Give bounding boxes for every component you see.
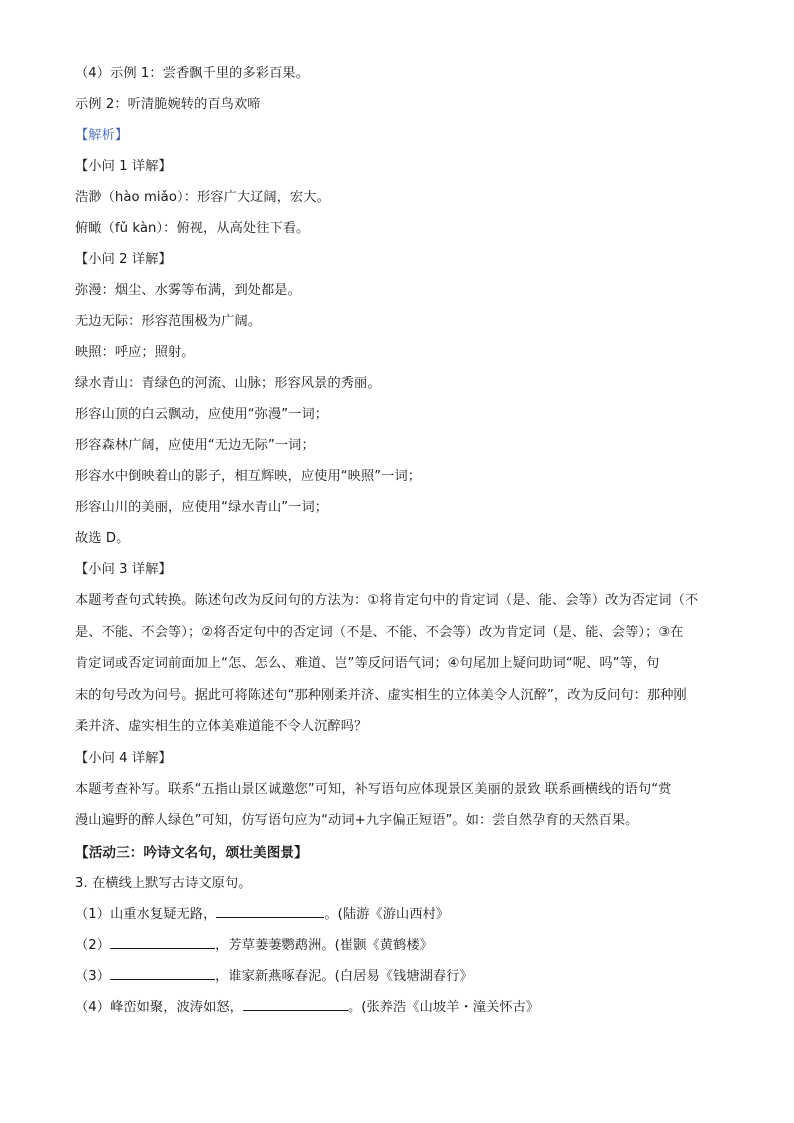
q3-line: 肯定词或否定词前面加上“怎、怎么、难道、岂”等反问语气词；④句尾加上疑问助词“呢、吗”等，句 bbox=[75, 656, 660, 671]
fill-blank[interactable] bbox=[216, 903, 324, 918]
answer-example-2: 示例 2：听清脆婉转的百鸟欢啼 bbox=[75, 97, 261, 112]
recite-suffix: 。(张养浩《山坡羊・潼关怀古》 bbox=[347, 999, 540, 1015]
q2-line: 绿水青山：青绿色的河流、山脉；形容风景的秀丽。 bbox=[75, 376, 381, 391]
q3-line: 是、不能、不会等）；②将否定句中的否定词（不是、不能、不会等）改为肯定词（是、能、会等）；③在 bbox=[75, 624, 684, 640]
q2-line: 无边无际：形容范围极为广阔。 bbox=[75, 314, 262, 329]
activity-3-title: 【活动三：吟诗文名句，颂壮美图景】 bbox=[75, 844, 308, 861]
recite-prefix: （2） bbox=[75, 937, 111, 953]
recite-item-4 bbox=[75, 996, 725, 1027]
q3-line: 末的句号改为问号。据此可将陈述句“那种刚柔并济、虚实相生的立体美令人沉醉”，改为反问句：那种刚 bbox=[75, 687, 687, 703]
q2-line: 形容森林广阔，应使用“无边无际”一词； bbox=[75, 438, 315, 453]
recite-item-3 bbox=[75, 965, 725, 996]
recite-prefix: （3） bbox=[75, 968, 111, 984]
recite-prefix: （1）山重水复疑无路， bbox=[75, 906, 217, 922]
q4-header: 【小问 4 详解】 bbox=[75, 750, 172, 766]
q2-line: 形容水中倒映着山的影子，相互辉映，应使用“映照”一词； bbox=[75, 469, 422, 484]
q3-line: 柔并济、虚实相生的立体美难道能不令人沉醉吗？ bbox=[75, 719, 368, 734]
fill-blank[interactable] bbox=[110, 965, 215, 980]
q4-line: 本题考查补写。联系“五指山景区诚邀您”可知，补写语句应体现景区美丽的景致 联系画横线的语句“赏 bbox=[75, 781, 672, 797]
q2-line: 故选 D。 bbox=[75, 531, 130, 546]
q2-line: 形容山顶的白云飘动，应使用“弥漫”一词； bbox=[75, 407, 329, 422]
recite-prefix: （4）峰峦如聚，波涛如怒， bbox=[75, 999, 243, 1015]
q2-line: 弥漫：烟尘、水雾等布满，到处都是。 bbox=[75, 283, 301, 298]
question-3: 3. 在横线上默写古诗文原句。 bbox=[75, 875, 252, 891]
recite-suffix: ，谁家新燕啄春泥。(白居易《钱塘湖春行》 bbox=[215, 968, 473, 984]
q1-header: 【小问 1 详解】 bbox=[75, 159, 172, 174]
q2-line: 映照：呼应；照射。 bbox=[75, 345, 195, 360]
document-page bbox=[75, 62, 725, 1027]
fill-blank[interactable] bbox=[110, 934, 215, 949]
recite-item-1 bbox=[75, 903, 725, 934]
analysis-label: 【解析】 bbox=[75, 128, 129, 143]
recite-suffix: 。(陆游《游山西村》 bbox=[324, 906, 450, 922]
q1-line: 浩渺（hào miǎo）：形容广大辽阔，宏大。 bbox=[75, 190, 330, 205]
q4-paragraph bbox=[75, 778, 725, 841]
q2-header: 【小问 2 详解】 bbox=[75, 252, 172, 267]
q2-line: 形容山川的美丽，应使用“绿水青山”一词； bbox=[75, 500, 329, 515]
q4-line: 漫山遍野的醉人绿色”可知，仿写语句应为“动词+九字偏正短语”。如：尝自然孕育的天然百果。 bbox=[75, 813, 639, 828]
fill-blank[interactable] bbox=[243, 996, 348, 1011]
q3-line: 本题考查句式转换。陈述句改为反问句的方法为：①将肯定句中的肯定词（是、能、会等）改为否定词（不 bbox=[75, 593, 699, 608]
recite-item-2 bbox=[75, 934, 725, 965]
answer-example-1: （4）示例 1：尝香飘千里的多彩百果。 bbox=[75, 66, 309, 81]
q1-line: 俯瞰（fǔ kàn）：俯视，从高处往下看。 bbox=[75, 221, 310, 236]
q3-header: 【小问 3 详解】 bbox=[75, 562, 172, 577]
recite-suffix: ，芳草萋萋鹦鹉洲。(崔颢《黄鹤楼》 bbox=[215, 937, 433, 953]
q3-paragraph bbox=[75, 589, 725, 747]
